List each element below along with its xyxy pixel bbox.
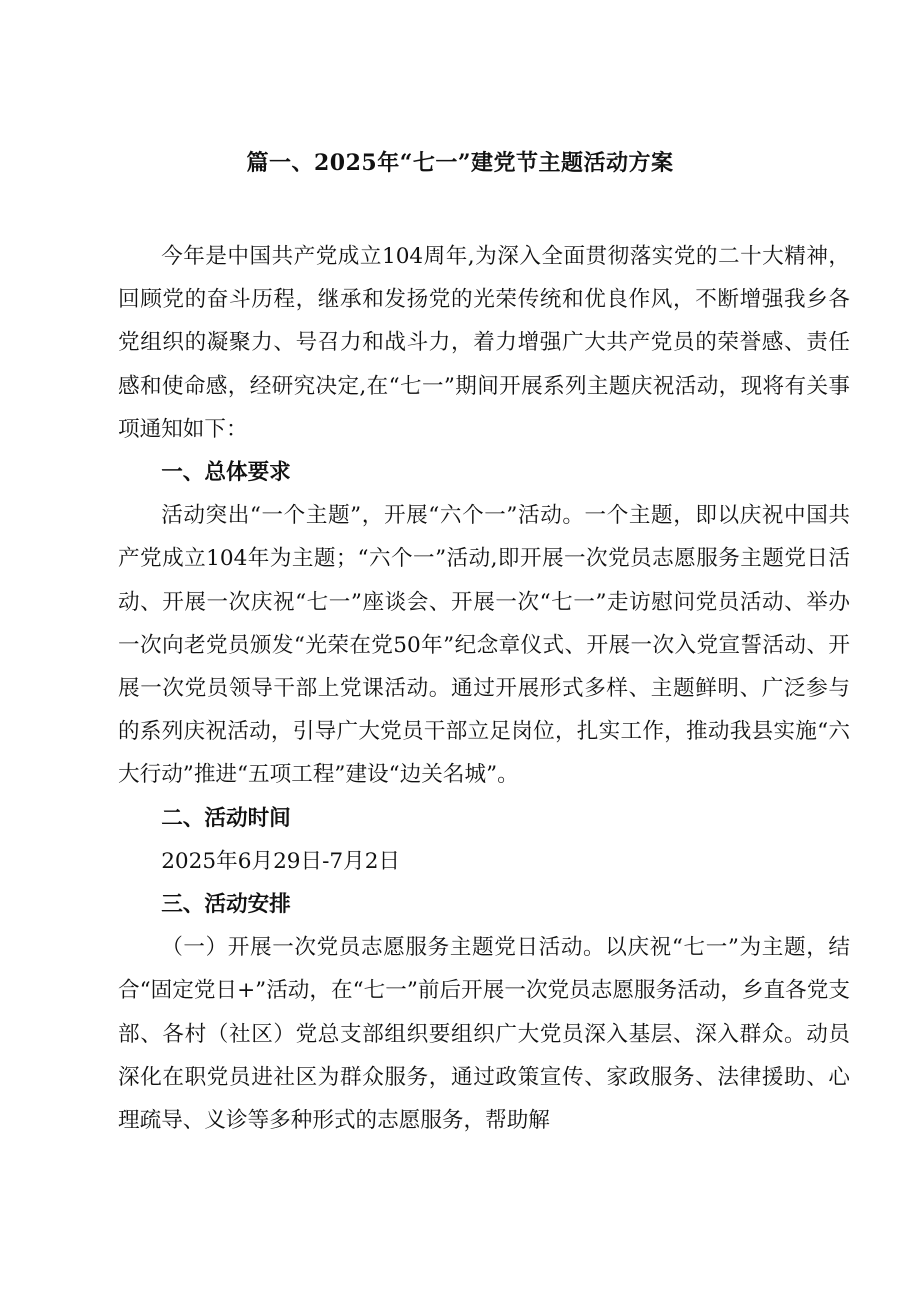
- arrangement-item-1-paragraph: （一）开展一次党员志愿服务主题党日活动。以庆祝“七一”为主题，结合“固定党日+”活动，在“七一”前后开展一次党员志愿服务活动，乡直各党支部、各村（社区）党总支部组织要组织广大党员深入基层、深入群众。动员深化在职党员进社区为群众服务，通过政策宣传、家政服务、法律援助、心理疏导、义诊等多种形式的志愿服务，帮助解: [118, 935, 850, 1134]
- section-heading-activity-time: 二、活动时间: [161, 805, 291, 831]
- section-heading-activity-arrangement: 三、活动安排: [161, 892, 291, 918]
- document-title: 篇一、2025年“七一”建党节主题活动方案: [246, 150, 674, 176]
- intro-paragraph: 今年是中国共产党成立104周年,为深入全面贯彻落实党的二十大精神，回顾党的奋斗历程，继承和发扬党的光荣传统和优良作风，不断增强我乡各党组织的凝聚力、号召力和战斗力，着力增强广大共产党员的荣誉感、责任感和使命感，经研究决定,在“七一”期间开展系列主题庆祝活动，现将有关事项通知如下：: [118, 244, 850, 442]
- general-requirements-paragraph: 活动突出“一个主题”，开展“六个一”活动。一个主题，即以庆祝中国共产党成立104年为主题；“六个一”活动,即开展一次党员志愿服务主题党日活动、开展一次庆祝“七一”座谈会、开展一次“七一”走访慰问党员活动、举办一次向老党员颁发“光荣在党50年”纪念章仪式、开展一次入党宣誓活动、开展一次党员领导干部上党课活动。通过开展形式多样、主题鲜明、广泛参与的系列庆祝活动，引导广大党员干部立足岗位，扎实工作，推动我县实施“六大行动”推进“五项工程”建设“边关名城”。: [118, 503, 850, 788]
- section-heading-general-requirements: 一、总体要求: [161, 460, 291, 486]
- activity-time-text: 2025年6月29日-7月2日: [161, 848, 401, 874]
- document-body: [118, 235, 850, 1142]
